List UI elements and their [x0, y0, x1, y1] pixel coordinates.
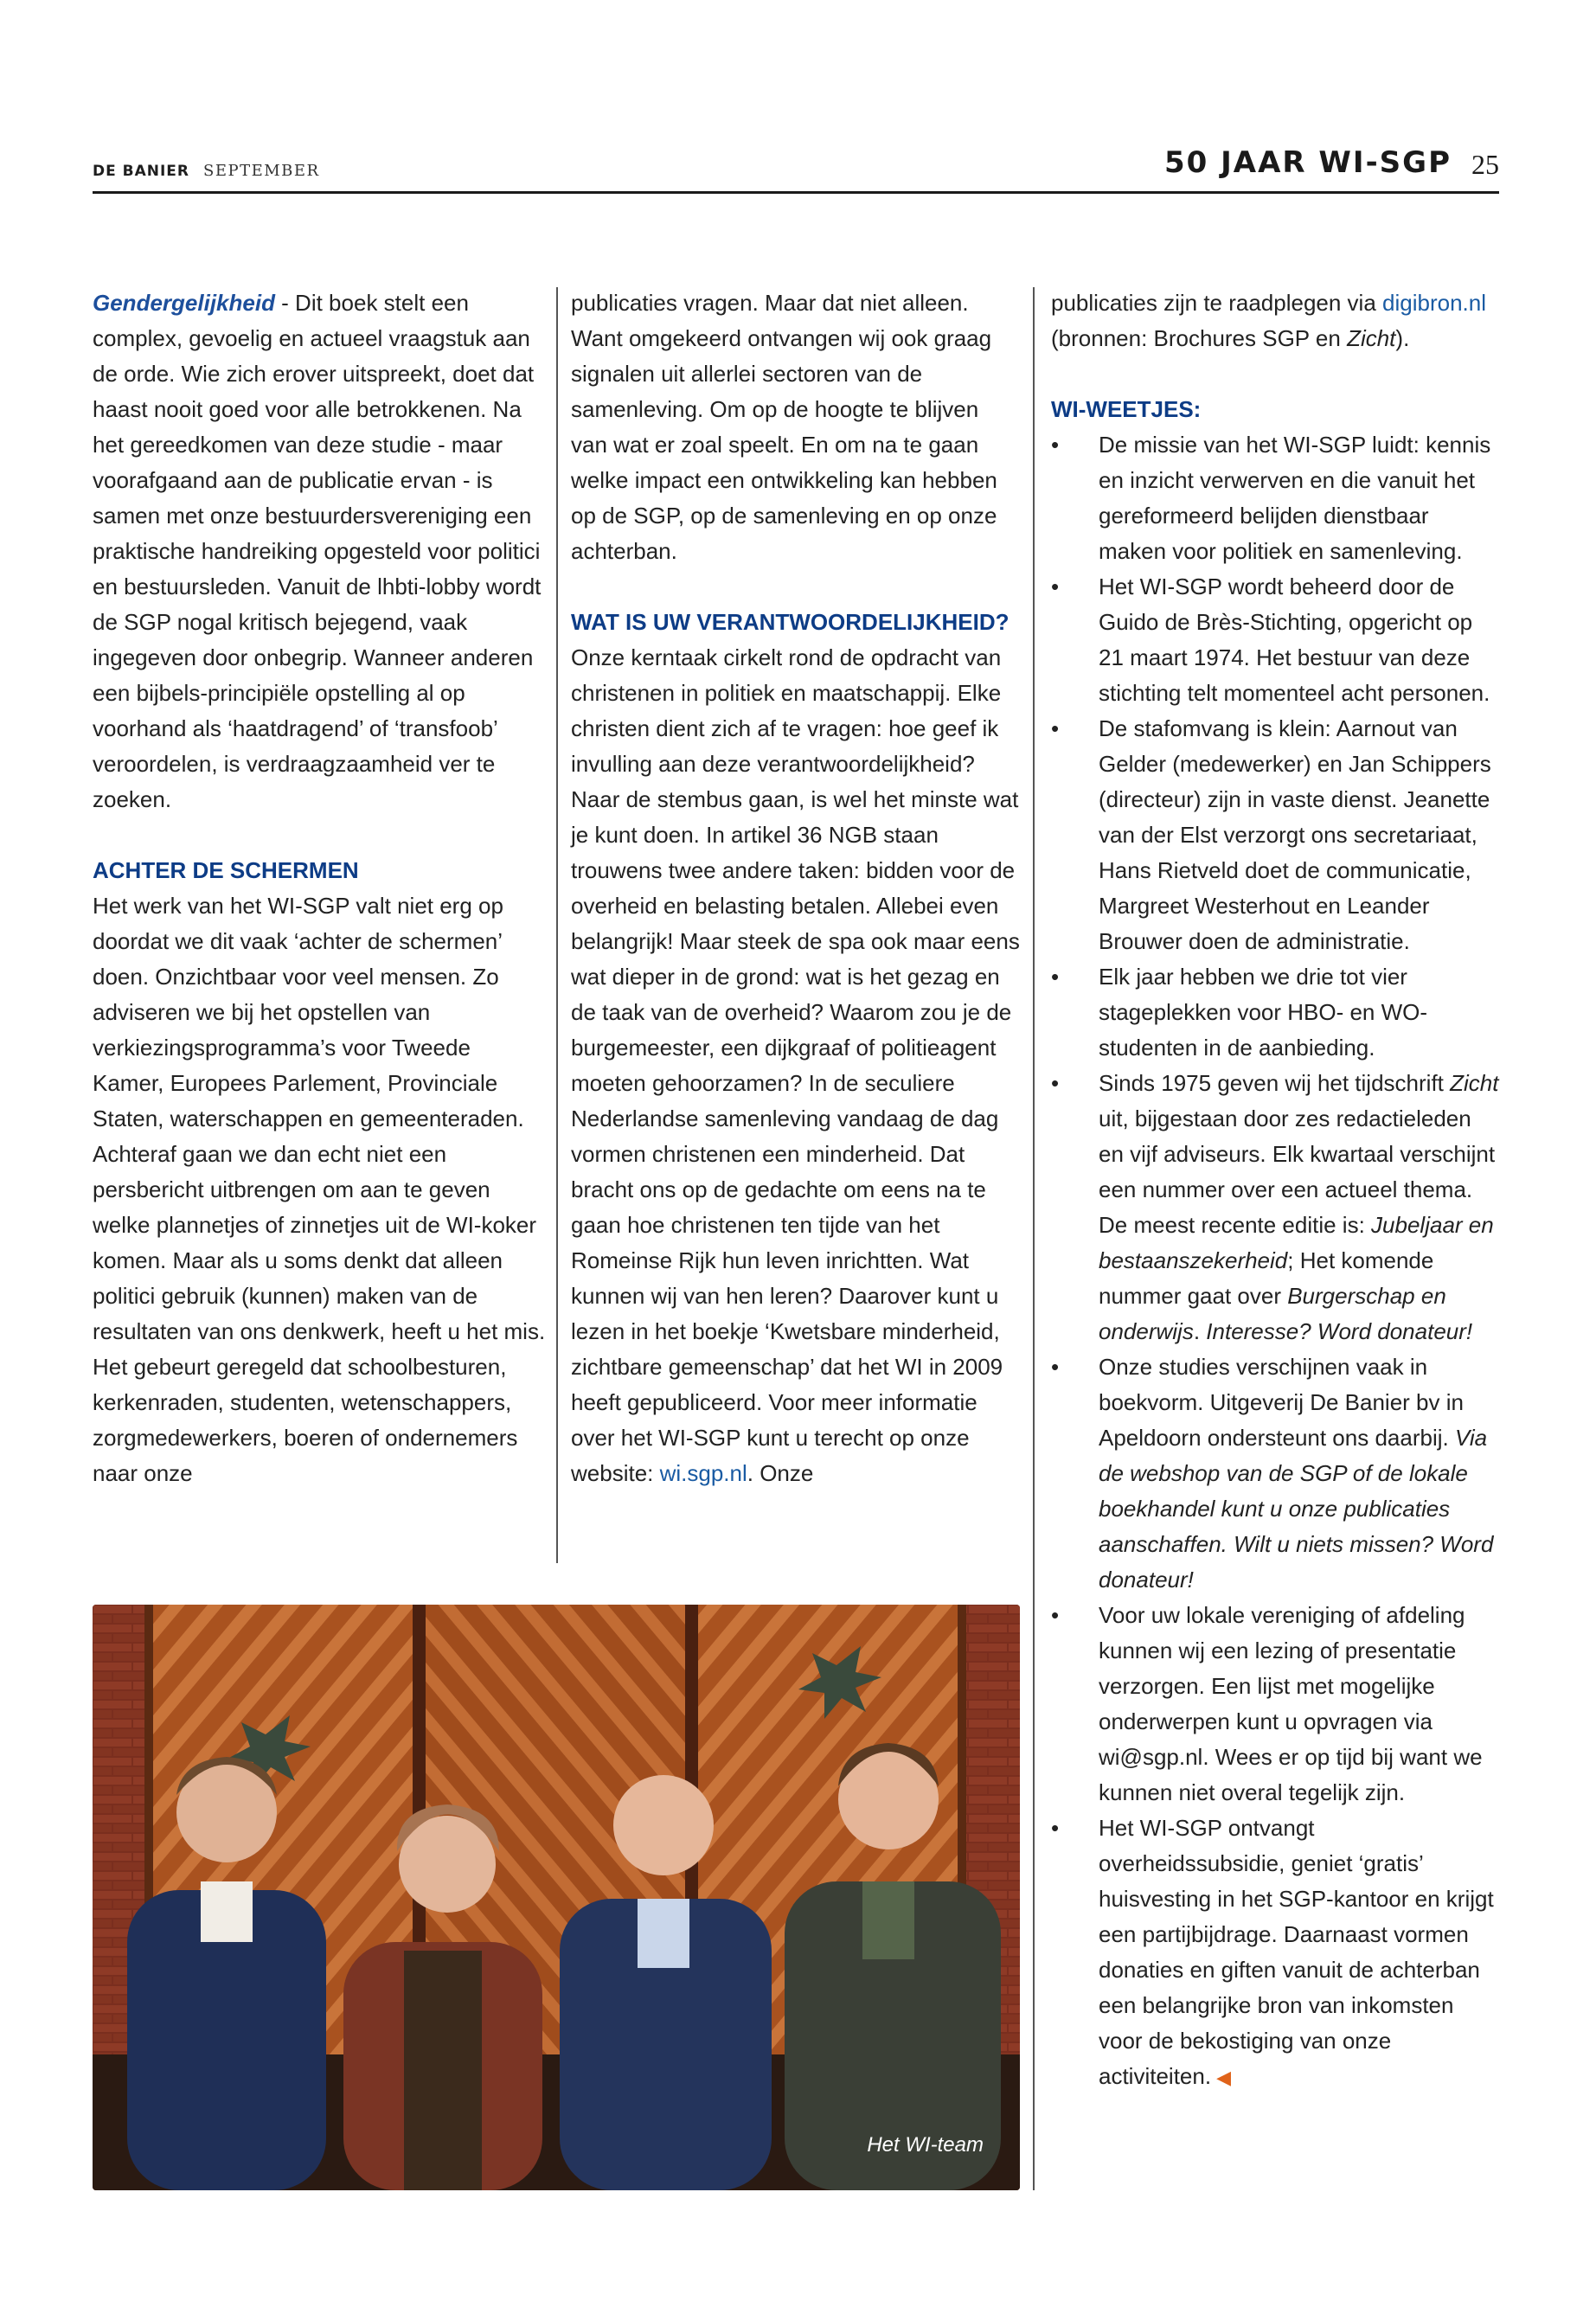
text: uit, bijgestaan door zes redactieleden en vijf adviseurs. Elk kwartaal verschijnt een nummer over een actueel thema. De meest recente editie is: [1099, 1106, 1496, 1238]
column-1 [93, 285, 547, 1491]
text-italic: Jubeljaar en bestaanszekerheid [1099, 1212, 1494, 1273]
text: Onze studies verschijnen vaak in boekvorm. Uitgeverij De Banier bv in Apeldoorn ondersteunt ons daarbij. [1099, 1354, 1464, 1451]
page-number: 25 [1471, 149, 1499, 180]
text-italic: Zicht [1450, 1070, 1499, 1096]
list-item: • Het WI-SGP wordt beheerd door de Guido de Brès-Stichting, opgericht op 21 maart 1974. Het bestuur van deze stichting telt momenteel acht personen. [1051, 569, 1501, 711]
digibron-link[interactable]: digibron.nl [1382, 290, 1487, 316]
heading-achter-de-schermen: ACHTER DE SCHERMEN [93, 857, 359, 883]
list-item [1051, 1066, 1501, 1349]
issue-month: SEPTEMBER [203, 162, 320, 180]
section-title: 50 JAAR WI-SGP [1163, 145, 1452, 180]
text: . [1193, 1318, 1207, 1344]
publication-name: DE BANIER [93, 163, 190, 180]
text-italic: Zicht [1347, 325, 1396, 351]
paragraph-text-end: . Onze [747, 1460, 814, 1486]
paragraph-text: Onze kerntaak cirkelt rond de opdracht van christenen in politiek en maatschappij. Elke christen dient zich af te vragen: hoe geef ik invulling aan deze verantwoordelijkheid? Naar de stembus gaan, is wel het minste wat je kunt doen. In artikel 36 NGB staan trouwens twee andere taken: bidden voor de overheid en belasting betalen. Allebei even belangrijk! Maar steek de spa ook maar eens wat dieper in de grond: wat is het gezag en de taak van de overheid? Waarom zou je de burgemeester, een dijkgraaf of politieagent moeten gehoorzamen? In de seculiere Nederlandse samenleving vandaag de dag vormen christenen een minderheid. Dat bracht ons op de gedachte om eens na te gaan hoe christenen ten tijde van het Romeinse Rijk hun leven inrichtten. Wat kunnen wij van hen leren? Daarover kunt u lezen in het boekje ‘Kwetsbare minderheid, zichtbare gemeenschap’ dat het WI in 2009 heeft gepubliceerd. Voor meer informatie over het WI-SGP kunt u terecht op onze website: [571, 644, 1020, 1486]
list-item: • Elk jaar hebben we drie tot vier stageplekken voor HBO- en WO-studenten in de aanbieding. [1051, 959, 1501, 1066]
heading-verantwoordelijkheid: WAT IS UW VERANTWOORDELIJKHEID? [571, 609, 1010, 635]
website-link[interactable]: wi.sgp.nl [659, 1460, 747, 1486]
column-3 [1051, 285, 1501, 2095]
text: publicaties zijn te raadplegen via [1051, 290, 1383, 316]
text: Het WI-SGP ontvangt overheidssubsidie, geniet ‘gratis’ huisvesting in het SGP-kantoor en krijgt een partijbijdrage. Daarnaast vormen donaties en giften vanuit de achterban een belangrijke bron van inkomsten voor de bekostiging van onze activiteiten. [1099, 1815, 1494, 2089]
weetjes-list [1051, 427, 1501, 2095]
list-item [1051, 1349, 1501, 1598]
text: ). [1395, 325, 1410, 351]
list-item [1051, 1811, 1501, 2095]
text: (bronnen: Brochures SGP en [1051, 325, 1348, 351]
column-2 [571, 285, 1021, 1491]
list-item: • De missie van het WI-SGP luidt: kennis en inzicht verwerven en die vanuit het gereformeerd belijden dienstbaar maken voor politiek en samenleving. [1051, 427, 1501, 569]
team-photo [93, 1605, 1020, 2190]
paragraph-achter-de-schermen: Het werk van het WI-SGP valt niet erg op doordat we dit vaak ‘achter de schermen’ doen. Onzichtbaar voor veel mensen. Zo adviseren we bij het opstellen van verkiezingsprogramma’s voor Tweede Kamer, Europees Parlement, Provinciale Staten, waterschappen en gemeenteraden. Achteraf gaan we dan echt niet een persbericht uitbrengen om aan te geven welke plannetjes of zinnetjes uit de WI-koker komen. Maar als u soms denkt dat alleen politici gebruik (kunnen) maken van de resultaten van ons denkwerk, heeft u het mis. Het gebeurt geregeld dat schoolbesturen, kerkenraden, studenten, wetenschappers, zorgmedewerkers, boeren of ondernemers naar onze [93, 893, 546, 1486]
lead-term: Gendergelijkheid [93, 290, 275, 316]
text-italic: Burgerschap en onderwijs [1099, 1283, 1446, 1344]
text-italic: Via de webshop van de SGP of de lokale boekhandel kunt u onze publicaties aanschaffen. Wilt u niets missen? Word donateur! [1099, 1425, 1494, 1593]
paragraph-verantwoordelijkheid [571, 640, 1021, 1491]
paragraph-publicaties: publicaties vragen. Maar dat niet alleen. Want omgekeerd ontvangen wij ook graag signalen uit allerlei sectoren van de samenleving. Om op de hoogte te blijven van wat er zoal speelt. En om na te gaan welke impact een ontwikkeling kan hebben op de SGP, op de samenleving en op onze achterban. [571, 290, 997, 564]
end-of-article-icon: ◀ [1216, 2067, 1231, 2088]
page-header [93, 145, 1499, 194]
photo-caption: Het WI-team [867, 2133, 984, 2157]
column-divider [556, 287, 558, 1563]
text: ; Het komende nummer gaat over [1099, 1247, 1434, 1309]
list-item: • Voor uw lokale vereniging of afdeling kunnen wij een lezing of presentatie verzorgen. Een lijst met mogelijke onderwerpen kunt u opvragen via wi@sgp.nl. Wees er op tijd bij want we kunnen niet overal tegelijk zijn. [1051, 1598, 1501, 1811]
heading-wi-weetjes: WI-WEETJES: [1051, 396, 1202, 422]
column-divider [1033, 287, 1035, 2190]
paragraph-gendergelijkheid [93, 285, 547, 817]
team-photo-illustration [93, 1605, 1020, 2190]
text: Sinds 1975 geven wij het tijdschrift [1099, 1070, 1451, 1096]
paragraph-digibron [1051, 285, 1501, 356]
paragraph-text: - Dit boek stelt een complex, gevoelig en actueel vraagstuk aan de orde. Wie zich erover uitspreekt, doet dat haast nooit goed voor alle betrokkenen. Na het gereedkomen van deze studie - maar voorafgaand aan de publicatie ervan - is samen met onze bestuurdersvereniging een praktische handreiking opgesteld voor politici en bestuursleden. Vanuit de lhbti-lobby wordt de SGP nogal kritisch bejegend, vaak ingegeven door onbegrip. Wanneer anderen een bijbels-principiële opstelling al op voorhand als ‘haatdragend’ of ‘transfoob’ veroordelen, is verdraagzaamheid ver te zoeken. [93, 290, 542, 812]
text-italic: Interesse? Word donateur! [1206, 1318, 1473, 1344]
list-item: • De stafomvang is klein: Aarnout van Gelder (medewerker) en Jan Schippers (directeur) zijn in vaste dienst. Jeanette van der Elst verzorgt ons secretariaat, Hans Rietveld doet de communicatie, Margreet Westerhout en Leander Brouwer doen de administratie. [1051, 711, 1501, 959]
